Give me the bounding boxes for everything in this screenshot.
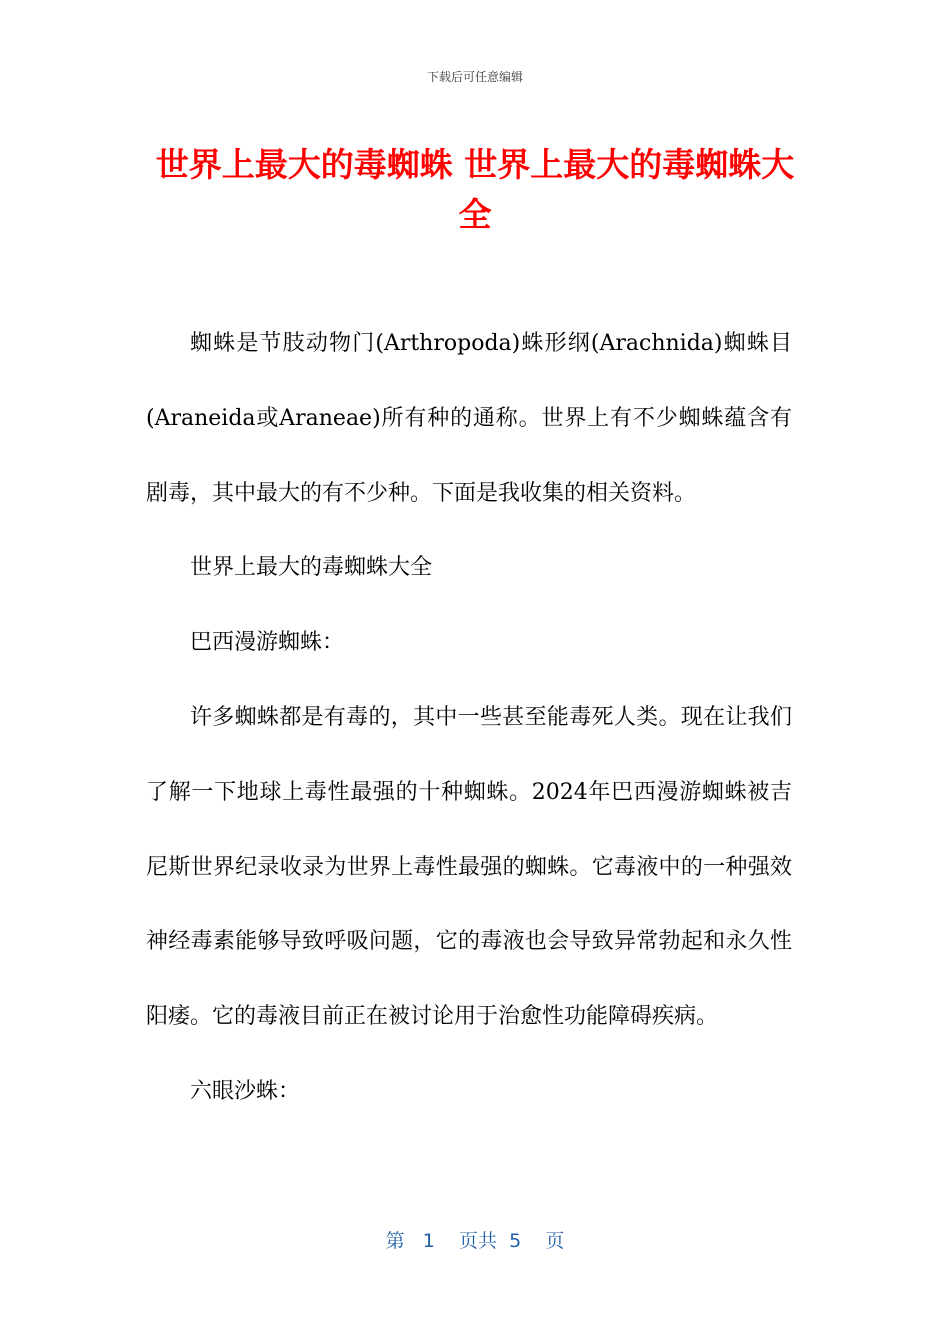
paragraph-subheading-six-eyed-sand-spider: 六眼沙蛛：	[190, 1078, 301, 1104]
paragraph-brazilian-wandering-spider: 许多蜘蛛都是有毒的，其中一些甚至能毒死人类。现在让我们了解一下地球上毒性最强的十种蜘蛛。2024年巴西漫游蜘蛛被吉尼斯世界纪录收录为世界上毒性最强的蜘蛛。它毒液中的一种强效神经毒素能够导致呼吸问题，它的毒液也会导致异常勃起和永久性阳痿。它的毒液目前正在被讨论用于治愈性功能障碍疾病。	[146, 704, 792, 1030]
footer-current-page: 1	[422, 1230, 435, 1252]
document-body	[146, 307, 792, 1130]
page-footer	[0, 1226, 950, 1253]
footer-prefix: 第	[385, 1230, 405, 1252]
paragraph-intro: 蜘蛛是节肢动物门(Arthropoda)蛛形纲(Arachnida)蜘蛛目(Araneida或Araneae)所有种的通称。世界上有不少蜘蛛蕴含有剧毒，其中最大的有不少种。下面是我收集的相关资料。	[146, 331, 792, 506]
header-note: 下载后可任意编辑	[426, 70, 523, 84]
footer-suffix: 页	[545, 1230, 565, 1252]
paragraph-subheading-brazilian-wandering-spider: 巴西漫游蜘蛛：	[190, 630, 345, 656]
footer-middle: 页共	[459, 1230, 498, 1252]
document-title: 世界上最大的毒蜘蛛 世界上最大的毒蜘蛛大全	[155, 145, 795, 234]
footer-total-pages: 5	[509, 1230, 522, 1252]
paragraph-section-heading: 世界上最大的毒蜘蛛大全	[190, 555, 433, 581]
